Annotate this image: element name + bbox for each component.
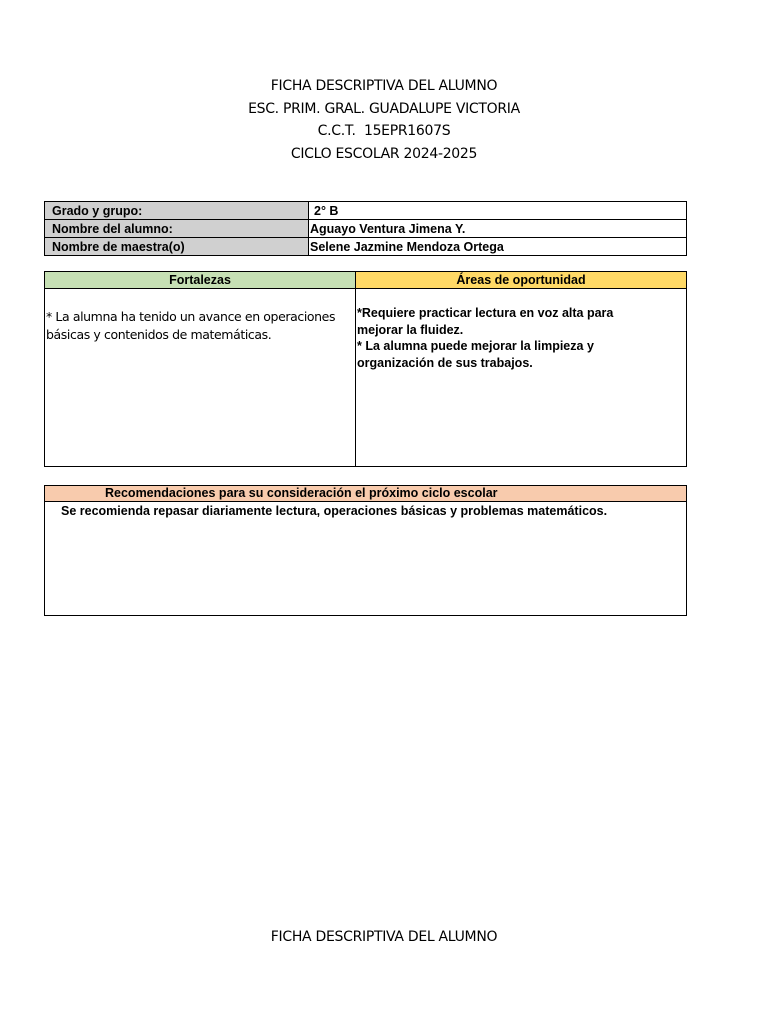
opportunities-line: organización de sus trabajos.: [357, 355, 533, 370]
info-row-student: [45, 220, 687, 238]
header-school-name: ESC. PRIM. GRAL. GUADALUPE VICTORIA: [248, 100, 520, 117]
strengths-cell: [45, 289, 356, 467]
student-name-value: Aguayo Ventura Jimena Y.: [309, 220, 687, 238]
strengths-line: * La alumna ha tenido un avance en operaciones: [46, 309, 336, 324]
student-name-label: Nombre del alumno:: [45, 220, 309, 238]
strengths-line: básicas y contenidos de matemáticas.: [46, 327, 272, 342]
strengths-opportunities-table: [44, 271, 687, 467]
teacher-name-label: Nombre de maestra(o): [45, 238, 309, 256]
teacher-name-value: Selene Jazmine Mendoza Ortega: [309, 238, 687, 256]
recommendations-text: Se recomienda repasar diariamente lectura, operaciones básicas y problemas matemáticos.: [45, 502, 687, 616]
grade-value: 2° B: [309, 202, 687, 220]
info-row-teacher: [45, 238, 687, 256]
opportunities-header: Áreas de oportunidad: [356, 272, 687, 289]
info-row-grade: [45, 202, 687, 220]
grade-label: Grado y grupo:: [45, 202, 309, 220]
header-title: FICHA DESCRIPTIVA DEL ALUMNO: [270, 78, 498, 94]
recommendations-table: [44, 485, 687, 616]
header-school-year: CICLO ESCOLAR 2024-2025: [290, 145, 478, 162]
document-header: [0, 75, 768, 165]
student-info-table: [44, 201, 687, 256]
opportunities-cell: [356, 289, 687, 467]
recommendations-header: Recomendaciones para su consideración el próximo ciclo escolar: [45, 486, 687, 502]
header-cct: C.C.T. 15EPR1607S: [317, 123, 451, 139]
footer-title: FICHA DESCRIPTIVA DEL ALUMNO: [270, 929, 498, 945]
strengths-header: Fortalezas: [45, 272, 356, 289]
opportunities-line: *Requiere practicar lectura en voz alta para: [357, 306, 614, 320]
opportunities-line: mejorar la fluidez.: [357, 322, 464, 337]
opportunities-line: * La alumna puede mejorar la limpieza y: [357, 339, 594, 353]
